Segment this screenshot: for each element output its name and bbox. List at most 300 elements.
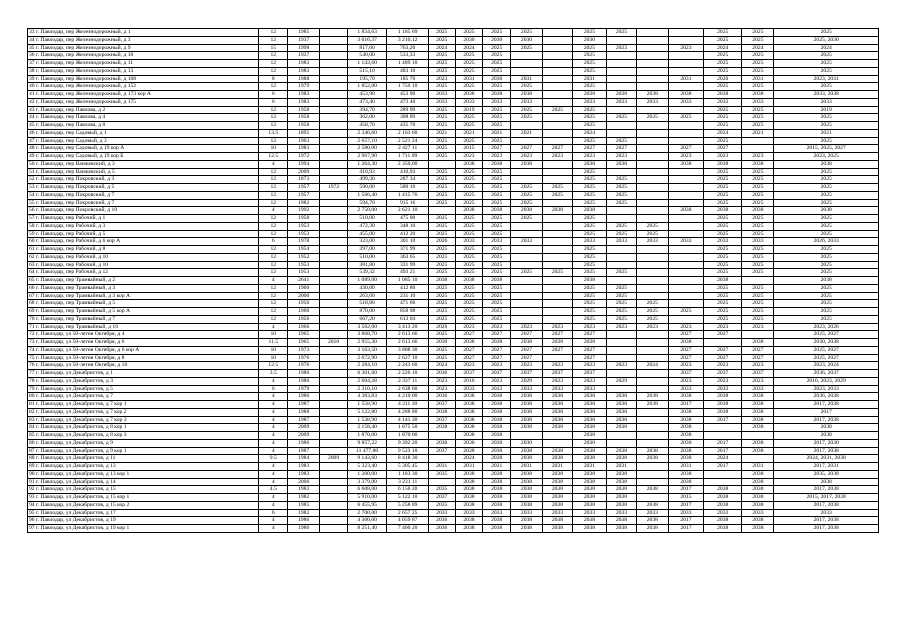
table-cell: 1957 (288, 184, 320, 192)
table-cell: 2025 (704, 83, 742, 91)
table-cell (636, 432, 668, 440)
table-cell: 1982 (288, 509, 320, 517)
table-cell: 2015, 2025, 2027 (774, 145, 879, 153)
table-cell: 331 99 (387, 261, 429, 269)
table-cell: 2025 (455, 253, 483, 261)
table-cell: 2025 (572, 315, 606, 323)
table-cell: 2023 (606, 153, 636, 161)
table-cell: 2038 (483, 160, 511, 168)
address-cell: 44 г. Павлодар, пер Павлова, д 4 (28, 114, 259, 122)
table-cell (636, 370, 668, 378)
table-cell (543, 137, 573, 145)
table-row (28, 354, 879, 362)
table-cell: 2038 (606, 401, 636, 409)
table-cell: 2025 (428, 122, 455, 130)
table-cell: 2033 (428, 91, 455, 99)
table-cell: 1895 (288, 129, 320, 137)
table-cell: 2038 (511, 501, 543, 509)
table-cell: 2025 (774, 308, 879, 316)
table-cell: 2023, 2031 (774, 75, 879, 83)
table-cell: 2025 (543, 269, 573, 277)
table-cell: 12 (259, 269, 288, 277)
table-cell: 1986 (288, 525, 320, 533)
table-cell: 2033 (742, 238, 774, 246)
table-cell: 2025 (742, 29, 774, 37)
table-cell: 2033 (774, 509, 879, 517)
table-cell (320, 463, 348, 471)
table-cell: 2038 (483, 486, 511, 494)
table-cell: 2025 (606, 284, 636, 292)
table-cell: 1983 (288, 470, 320, 478)
table-cell: 2025 (455, 215, 483, 223)
table-cell (320, 137, 348, 145)
table-cell: 2025 (606, 137, 636, 145)
table-row (28, 370, 879, 378)
table-cell: 2030 (483, 75, 511, 83)
table-cell: 2038 (455, 408, 483, 416)
table-cell: 2025 (572, 137, 606, 145)
table-cell: 2036 (428, 517, 455, 525)
table-cell: 2033 (483, 98, 511, 106)
table-row (28, 246, 879, 254)
table-row (28, 29, 879, 37)
table-cell: 2025 (742, 184, 774, 192)
address-cell: 58 г. Павлодар, пер Рабочий, д 3 (28, 222, 259, 230)
table-cell: 2038 (572, 91, 606, 99)
table-cell: 2015 (668, 494, 703, 502)
table-cell: 2030 (483, 36, 511, 44)
table-cell: 410,93 (347, 168, 386, 176)
table-cell: 2037 (428, 401, 455, 409)
table-cell: 4 (259, 463, 288, 471)
table-cell: 2025 (428, 284, 455, 292)
table-cell: 2023, 2024 (774, 362, 879, 370)
address-cell: 52 г. Павлодар, пер Покровский, д 3 (28, 176, 259, 184)
table-cell: 3 163,50 (347, 346, 386, 354)
table-cell: 4 (259, 494, 288, 502)
table-cell: 870,00 (347, 308, 386, 316)
table-cell: 2023 (704, 323, 742, 331)
address-cell: 83 г. Павлодар, ул Декабристов, д 7 кор 3 (28, 416, 259, 424)
table-row (28, 145, 879, 153)
table-cell: 2025 (483, 176, 511, 184)
housing-register-table (27, 28, 879, 533)
table-row (28, 67, 879, 75)
table-cell: 2025 (572, 44, 606, 52)
table-row (28, 300, 879, 308)
table-row (28, 277, 879, 285)
table-cell: 1986 (288, 393, 320, 401)
table-cell: 2021 (455, 129, 483, 137)
table-cell (543, 83, 573, 91)
address-cell: 36 г. Павлодар, пер Железнодорожный, д 10 (28, 52, 259, 60)
table-cell: 2025 (428, 331, 455, 339)
table-body (28, 29, 879, 533)
table-cell: 2025 (774, 184, 879, 192)
address-cell: 63 г. Павлодар, пер Рабочий, д 10 (28, 261, 259, 269)
table-row (28, 52, 879, 60)
table-cell: 2036 (428, 393, 455, 401)
table-cell: 2025 (742, 222, 774, 230)
table-cell: 12 (259, 300, 288, 308)
table-cell: 9 143,60 (347, 455, 386, 463)
table-cell (511, 52, 543, 60)
table-cell: 2025, 2027 (774, 354, 879, 362)
table-cell: 2031 (428, 463, 455, 471)
table-cell: 2025 (483, 29, 511, 37)
table-cell (636, 75, 668, 83)
table-cell: 2031 (668, 75, 703, 83)
table-cell: 2025 (428, 114, 455, 122)
table-cell (606, 75, 636, 83)
table-cell: 2031 (742, 463, 774, 471)
table-cell (320, 29, 348, 37)
table-cell: 2 672,90 (347, 354, 386, 362)
table-cell: 1956 (288, 315, 320, 323)
table-cell (543, 308, 573, 316)
table-cell: 6 (259, 385, 288, 393)
table-cell: 2038 (543, 447, 573, 455)
table-cell: 4 (259, 517, 288, 525)
table-cell: 2025 (483, 114, 511, 122)
table-cell: 2023 (704, 362, 742, 370)
table-cell: 2023 (668, 362, 703, 370)
table-cell (636, 385, 668, 393)
table-cell (636, 44, 668, 52)
table-cell: 2023 (742, 153, 774, 161)
table-cell (320, 509, 348, 517)
table-cell: 2025 (511, 215, 543, 223)
table-cell: 2038 (636, 525, 668, 533)
table-cell: 2037 (428, 494, 455, 502)
address-cell: 51 г. Павлодар, пер Ванжевский, д 5 (28, 168, 259, 176)
table-cell (511, 432, 543, 440)
table-cell: 2021 (428, 129, 455, 137)
table-cell: 2025 (483, 122, 511, 130)
table-cell: 2023 (668, 377, 703, 385)
table-cell: 2025 (704, 246, 742, 254)
table-cell: 1937 (288, 52, 320, 60)
table-cell: 2037 (668, 370, 703, 378)
table-cell (704, 470, 742, 478)
table-cell: 2025 (483, 184, 511, 192)
table-cell: 2025 (636, 222, 668, 230)
table-row (28, 439, 879, 447)
table-cell: 10 (259, 331, 288, 339)
table-cell: 2027 (511, 346, 543, 354)
table-cell: 2023 (483, 377, 511, 385)
table-cell: 1998 (288, 44, 320, 52)
table-cell (320, 478, 348, 486)
table-cell: 6 (259, 238, 288, 246)
table-cell (668, 29, 703, 37)
table-cell: 2038 (543, 424, 573, 432)
table-cell (543, 253, 573, 261)
table-cell: 2038 (543, 401, 573, 409)
table-cell: 455,00 (347, 230, 386, 238)
table-cell: 12 (259, 52, 288, 60)
table-cell (543, 129, 573, 137)
table-cell: 2027 (572, 354, 606, 362)
table-cell: 308 89 (387, 114, 429, 122)
table-cell: 2038 (543, 517, 573, 525)
table-cell (704, 432, 742, 440)
table-cell: 12 (259, 114, 288, 122)
table-cell (320, 114, 348, 122)
table-cell: 2031 (511, 75, 543, 83)
table-cell: 2038 (572, 501, 606, 509)
table-cell (543, 439, 573, 447)
table-cell: 2038 (455, 486, 483, 494)
table-cell (636, 106, 668, 114)
table-cell (320, 432, 348, 440)
table-cell: 371 99 (387, 246, 429, 254)
table-cell: 4 (259, 393, 288, 401)
table-cell: 2 427 11 (387, 145, 429, 153)
table-cell: 2031 (455, 75, 483, 83)
table-cell: 2038 (742, 478, 774, 486)
table-cell: 2 657,10 (347, 137, 386, 145)
table-cell: 1980 (288, 370, 320, 378)
table-cell: 2027 (704, 354, 742, 362)
table-cell (511, 253, 543, 261)
table-cell: 2038 (704, 207, 742, 215)
table-cell (320, 277, 348, 285)
table-cell: 2030 (668, 439, 703, 447)
table-cell: 2038 (704, 393, 742, 401)
table-cell: 2025 (742, 315, 774, 323)
table-cell: 2038 (511, 393, 543, 401)
table-row (28, 222, 879, 230)
table-cell: 1 538,90 (347, 416, 386, 424)
table-cell: 2023 (606, 323, 636, 331)
table-cell: 3 379,00 (347, 478, 386, 486)
table-cell: 2038 (606, 91, 636, 99)
table-cell: 2025 (704, 67, 742, 75)
address-cell: 48 г. Павлодар, пер Садовый, д 19 кор А (28, 145, 259, 153)
table-cell: 510,00 (347, 253, 386, 261)
table-cell: 263,60 (347, 292, 386, 300)
table-cell: 2038 (572, 416, 606, 424)
table-cell: 2038 (742, 486, 774, 494)
table-cell: 2038 (483, 517, 511, 525)
table-cell: 9.5 (259, 455, 288, 463)
table-cell: 2038 (742, 494, 774, 502)
table-cell: 2031 (483, 463, 511, 471)
table-cell: 2 158,40 (347, 424, 386, 432)
table-cell: 2 243 60 (387, 362, 429, 370)
table-cell: 2025 (455, 114, 483, 122)
table-cell: 12 (259, 292, 288, 300)
table-cell: 9 392 20 (387, 439, 429, 447)
table-cell: 2017, 2038 (774, 401, 879, 409)
table-cell: 2038 (606, 478, 636, 486)
table-cell (320, 323, 348, 331)
address-cell: 76 г. Павлодар, ул 50-летия Октября, д 10 (28, 362, 259, 370)
table-cell: 483 10 (387, 67, 429, 75)
table-cell (320, 153, 348, 161)
table-cell: 3 888 30 (387, 346, 429, 354)
table-cell: 2025 (428, 153, 455, 161)
table-cell (320, 393, 348, 401)
table-cell: 2025 (704, 60, 742, 68)
table-cell: 1 870,00 (347, 432, 386, 440)
table-cell: 4 (259, 408, 288, 416)
table-cell (320, 83, 348, 91)
table-cell: 475 00 (387, 215, 429, 223)
table-cell: 2023 (668, 323, 703, 331)
address-cell: 64 г. Павлодар, пер Рабочий, д 12 (28, 269, 259, 277)
table-cell: 2025 (606, 222, 636, 230)
table-row (28, 470, 879, 478)
table-cell: 1965 (288, 339, 320, 347)
table-cell: 2033 (543, 385, 573, 393)
table-cell: 1 852,00 (347, 83, 386, 91)
address-cell: 68 г. Павлодар, пер Трамвайный, д 5 (28, 300, 259, 308)
table-cell (668, 60, 703, 68)
table-cell: 2038 (606, 486, 636, 494)
table-cell: 2025 (572, 215, 606, 223)
table-cell (320, 269, 348, 277)
table-cell: 2030, 2038 (774, 339, 879, 347)
table-cell: 2038 (483, 401, 511, 409)
table-cell: 2025 (455, 67, 483, 75)
table-cell: 2025 (572, 246, 606, 254)
table-cell (668, 67, 703, 75)
table-cell: 2038 (742, 424, 774, 432)
table-cell: 2038 (636, 517, 668, 525)
table-cell: 2038 (572, 525, 606, 533)
table-cell: 412 20 (387, 230, 429, 238)
table-cell: 473,40 (347, 98, 386, 106)
table-cell (511, 284, 543, 292)
table-cell: 2024 (704, 44, 742, 52)
table-cell: 1 834,63 (347, 29, 386, 37)
table-cell: 2038 (543, 416, 573, 424)
table-cell (543, 261, 573, 269)
table-cell: 2037 (572, 370, 606, 378)
table-cell: 1973 (288, 346, 320, 354)
table-cell: 2027 (483, 346, 511, 354)
table-cell: 2025 (572, 114, 606, 122)
table-cell: 2015 (455, 145, 483, 153)
table-cell: 2038 (742, 416, 774, 424)
address-cell: 92 г. Павлодар, ул Декабристов, д 15 (28, 486, 259, 494)
table-cell: 430,00 (347, 284, 386, 292)
table-cell: 1958 (288, 106, 320, 114)
table-cell: 2033 (704, 509, 742, 517)
table-cell: 817,60 (347, 44, 386, 52)
table-cell: 2038 (543, 501, 573, 509)
table-cell: 12 (259, 83, 288, 91)
table-cell (543, 75, 573, 83)
table-cell: 2033 (774, 98, 879, 106)
table-cell: 2025 (774, 176, 879, 184)
table-cell: 2033 (704, 98, 742, 106)
table-cell: 2025 (428, 354, 455, 362)
table-cell (320, 145, 348, 153)
address-cell: 40 г. Павлодар, пер Железнодорожный, д 152 (28, 83, 259, 91)
table-cell: 2025 (742, 215, 774, 223)
table-cell: 2025 (428, 168, 455, 176)
table-cell: 1937 (288, 36, 320, 44)
table-cell (606, 67, 636, 75)
table-cell: 1 089,00 (347, 277, 386, 285)
table-cell: 9 857,22 (347, 439, 386, 447)
table-cell: 533,33 (387, 52, 429, 60)
table-cell: 2038 (455, 401, 483, 409)
table-cell: 2030 (572, 36, 606, 44)
table-cell (606, 370, 636, 378)
table-cell (543, 29, 573, 37)
table-cell: 2038 (704, 501, 742, 509)
table-cell: 2038 (668, 478, 703, 486)
table-cell: 12 (259, 222, 288, 230)
table-cell (511, 308, 543, 316)
table-cell: 858 98 (387, 308, 429, 316)
table-cell: 12 (259, 176, 288, 184)
table-row (28, 339, 879, 347)
table-row (28, 238, 879, 246)
table-cell: 2038 (572, 408, 606, 416)
table-cell: 2025 (572, 308, 606, 316)
table-cell: 2025 (483, 308, 511, 316)
table-cell: 2025 (704, 176, 742, 184)
table-row (28, 191, 879, 199)
table-cell (320, 315, 348, 323)
table-cell: 4 (259, 439, 288, 447)
table-cell: 2017 (704, 439, 742, 447)
table-cell: 2025 (572, 222, 606, 230)
table-row (28, 106, 879, 114)
table-cell: 287 34 (387, 176, 429, 184)
table-cell (636, 331, 668, 339)
address-cell: 78 г. Павлодар, ул Декабристов, д 3 (28, 377, 259, 385)
address-cell: 75 г. Павлодар, ул 50-летия Октября, д 8 (28, 354, 259, 362)
table-cell: 2025 (455, 199, 483, 207)
table-cell: 2025 (704, 122, 742, 130)
table-cell: 4 (259, 416, 288, 424)
table-cell (320, 52, 348, 60)
table-cell: 2027 (704, 346, 742, 354)
table-cell: 4 211 30 (387, 401, 429, 409)
table-cell: 2021 (742, 129, 774, 137)
table-cell: 2037 (511, 370, 543, 378)
table-cell: 2038 (742, 401, 774, 409)
table-cell: 2033 (572, 238, 606, 246)
table-cell: 2025 (774, 269, 879, 277)
table-cell: 2025 (455, 52, 483, 60)
table-cell: 453 90 (387, 91, 429, 99)
table-cell (320, 215, 348, 223)
table-cell: 2025 (455, 269, 483, 277)
table-cell: 12 (259, 199, 288, 207)
table-cell: 2038 (572, 401, 606, 409)
table-cell: 2038 (742, 207, 774, 215)
address-cell: 50 г. Павлодар, пер Ванжевский, д 3 (28, 160, 259, 168)
table-cell: 2017, 2038 (774, 517, 879, 525)
table-cell (636, 184, 668, 192)
table-row (28, 176, 879, 184)
table-cell: 1 558,90 (347, 401, 386, 409)
table-cell (543, 60, 573, 68)
table-cell: 2038 (511, 478, 543, 486)
table-cell (636, 277, 668, 285)
table-cell: 6 156 20 (387, 486, 429, 494)
table-cell: 2038 (483, 455, 511, 463)
table-cell: 2025 (704, 184, 742, 192)
table-cell: 5 122 10 (387, 494, 429, 502)
